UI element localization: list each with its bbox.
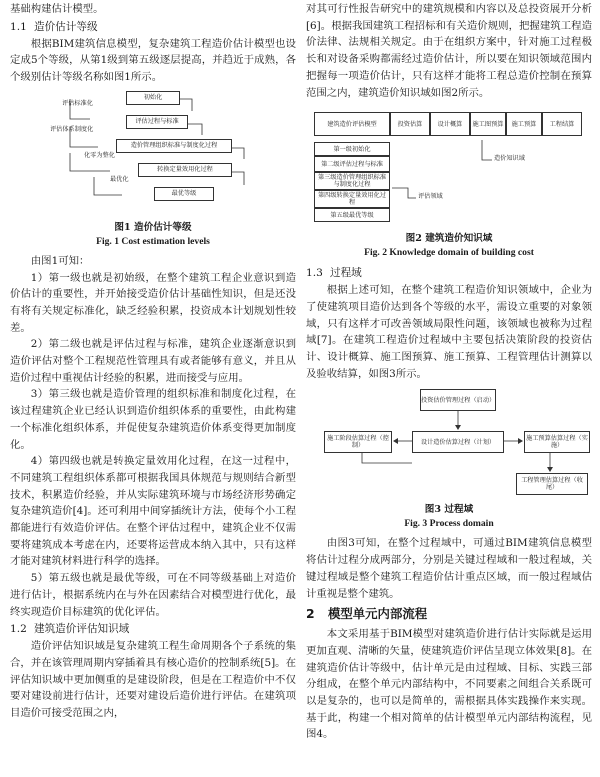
fig2-label-domain: 评估领域 <box>418 193 443 201</box>
fig2-level-4: 第四级转换定量效用化过程 <box>314 190 390 208</box>
figure-2-caption-cn: 图2 建筑造价知识域 <box>405 233 493 245</box>
fig2-header-design: 设计概算 <box>430 112 470 136</box>
fig2-level-5: 第五级最优等级 <box>314 208 390 222</box>
paragraph-fig3: 由图3可知，在整个过程域中，可通过BIM建筑信息模型将估计过程分成两部分，分别是关键过程域和一般过程域，关键过程域是整个建筑工程造价估计重点区域，而一般过程域估计重视是整个建筑。 <box>306 537 592 600</box>
figure-2 <box>306 104 592 230</box>
list-item-3: 3）第三级也就是造价管理的组织标准和制度化过程，在该过程建筑企业已经认识到造价组织体系的重要性，由此构建一个标准化组织体系，并促使复杂建筑造价体系变得更加制度化。 <box>10 388 296 451</box>
fig1-box-level-1: 初始化 <box>126 91 180 105</box>
continued-text: 基础构建估计模型。 <box>10 3 104 15</box>
list-item-1: 1）第一级也就是初始级，在整个建筑工程企业意识到造价估计的重要性，并开始接受造价估计基础性知识，但是还没有将有关规定标准化，缺乏经验积累，投资成本计划规划性较差。 <box>10 271 296 334</box>
right-column <box>306 0 592 743</box>
fig3-box-initiate: 投资估价管理过程（启动） <box>420 389 496 411</box>
section-title: 模型单元内部流程 <box>328 606 428 622</box>
paragraph-continued: 对其可行性报告研究中的建筑规模和内容以及总投资展开分析[6]。根据我国建筑工程招标和有关造价规则，把握建筑工程造价法律、法规相关规定。由于在组织方案中，针对施工过程极长和对设备采购都需经过造价估计，所以要在知识领域范围内把握每一项造价估计，只有这样才能将工程总造价控制在预算范围之内，建筑造价知识域如图2所示。 <box>306 3 592 99</box>
fig2-level-2: 第二级评估过程与标准 <box>314 156 390 172</box>
figure-1-caption-en: Fig. 1 Cost estimation levels <box>96 235 210 247</box>
figure-3 <box>306 385 592 501</box>
section-number: 1.1 <box>10 20 27 33</box>
figure-1-caption-cn: 图1 造价估计等级 <box>114 221 192 233</box>
section-2-heading <box>306 604 592 624</box>
fig1-label-1: 评估标准化 <box>62 99 93 107</box>
section-number: 1.2 <box>10 623 27 636</box>
list-item-5: 5）第五级也就是最优等级，可在不同等级基础上对造价进行估计，根据系统内在与外在因素结合对模型进行优化，最终实现造价目标建筑的优化评估。 <box>10 572 296 618</box>
section-number: 2 <box>306 606 315 622</box>
figure-1 <box>10 89 296 219</box>
figure-1-connectors <box>10 89 296 219</box>
paragraph-intro: 根据BIM建筑信息模型，复杂建筑工程造价估计模型也设定成5个等级，从第1级到第五级逐层提高，并趋近于成熟，各个级别估计等级名称如图1所示。 <box>10 37 296 84</box>
fig2-header-settlement: 工程结算 <box>542 112 582 136</box>
fig2-level-1: 第一级初始化 <box>314 142 390 156</box>
fig1-label-3: 化零为整化 <box>84 151 115 159</box>
section-number: 1.3 <box>306 267 323 280</box>
section-title: 造价估计等级 <box>34 20 98 33</box>
paragraph-1-2: 造价评估知识域是复杂建筑工程生命周期各个子系统的集合，并在该管理周期内穿插着具有核心造价的控制系统[5]。在评估知识域中更加侧重的是建设阶段，但是在工程造价中不仅要对建设前进行估计，还要对建设后造价进行评估。在建筑项目造价可接受范围之内， <box>10 640 296 720</box>
fig3-box-control: 施工阶段估算过程（控制） <box>324 431 392 453</box>
fig1-box-level-5: 最优等级 <box>154 187 214 201</box>
fig2-header-construction: 施工预算 <box>506 112 542 136</box>
figure-3-caption-en: Fig. 3 Process domain <box>404 518 494 530</box>
figure-3-caption-cn: 图3 过程域 <box>424 504 474 516</box>
fig1-box-level-4: 转换定量效用化过程 <box>138 163 232 177</box>
fig2-header-investment: 投资估算 <box>390 112 430 136</box>
paragraph-1-3: 根据上述可知，在整个建筑工程造价知识领域中，企业为了使建筑项目造价达到各个等级的水平，需设立重要的对象领域，只有这样才可改善领域局限性问题，该领域也被称为过程域[7]。在建筑工程造价过程域中主要包括决策阶段的投资估计、设计概算、施工图预算、施工预算、工程管理估计测算以及验收结算，如图3所示。 <box>306 284 592 380</box>
figure-2-caption-en: Fig. 2 Knowledge domain of building cost <box>364 247 534 259</box>
fig1-box-level-2: 评估过程与标准 <box>126 115 188 129</box>
paragraph-2: 本文采用基于BIM模型对建筑造价进行估计实际就是运用更加直观、清晰的矢量，使建筑造价评估呈现立体效果[8]。在建筑造价估计等级中，估计单元是由过程域、目标、实践三部分组成，在整个单元内部结构中，不同要素之间组合关系既可以是复杂的，也可以是简单的，需根据具体实践操作来实现。基于此，构建一个相对简单的估计模型单元内部结构流程，见图4。 <box>306 628 592 741</box>
fig2-label-knowledge: 造价知识域 <box>494 155 525 163</box>
fig2-header-model: 建筑造价评估模型 <box>314 112 390 136</box>
fig1-box-level-3: 造价管理组织标准与制度化过程 <box>116 139 232 153</box>
left-column <box>10 0 296 722</box>
section-1-1-heading <box>10 18 296 36</box>
list-item-2: 2）第二级也就是评估过程与标准，建筑企业逐渐意识到造价评估对整个工程规范性管理具有或者能够有意义，并且从造价过程中重视估计经验的积累，进而接受与应用。 <box>10 338 296 384</box>
fig1-label-4: 最优化 <box>110 175 129 183</box>
fig3-box-close: 工程管理估算过程（收尾） <box>516 473 588 495</box>
section-title: 过程域 <box>330 267 362 280</box>
fig3-box-plan: 设计造价估算过程（计划） <box>412 431 504 453</box>
fig3-box-execute: 施工预算估算过程（实施） <box>524 431 590 453</box>
section-title: 建筑造价评估知识域 <box>34 623 130 636</box>
fig2-header-drawing: 施工图预算 <box>470 112 506 136</box>
paragraph-fig1: 由图1可知： <box>30 254 90 267</box>
section-1-3-heading <box>306 264 592 282</box>
list-item-4: 4）第四级也就是转换定量效用化过程，在这一过程中，不同建筑工程组织体系都可根据我国具体规范与规则结合新型技术，积累造价经验，并从实际建筑环境与市场经济形势确定复杂建筑造价[4]。还可利用中间穿插统计方法，使每个小工程都能进行有效造价评估。在整个评估过程中，建筑企业不仅需要将建筑成本考虑在内，还要将运营成本纳入其中，只有这样才能对建筑材料进行科学的选择。 <box>10 455 296 568</box>
fig1-label-2: 评估体系制度化 <box>50 125 94 133</box>
fig2-level-3: 第三级造价管理组织标准与制度化过程 <box>314 172 390 190</box>
section-1-2-heading <box>10 620 296 638</box>
